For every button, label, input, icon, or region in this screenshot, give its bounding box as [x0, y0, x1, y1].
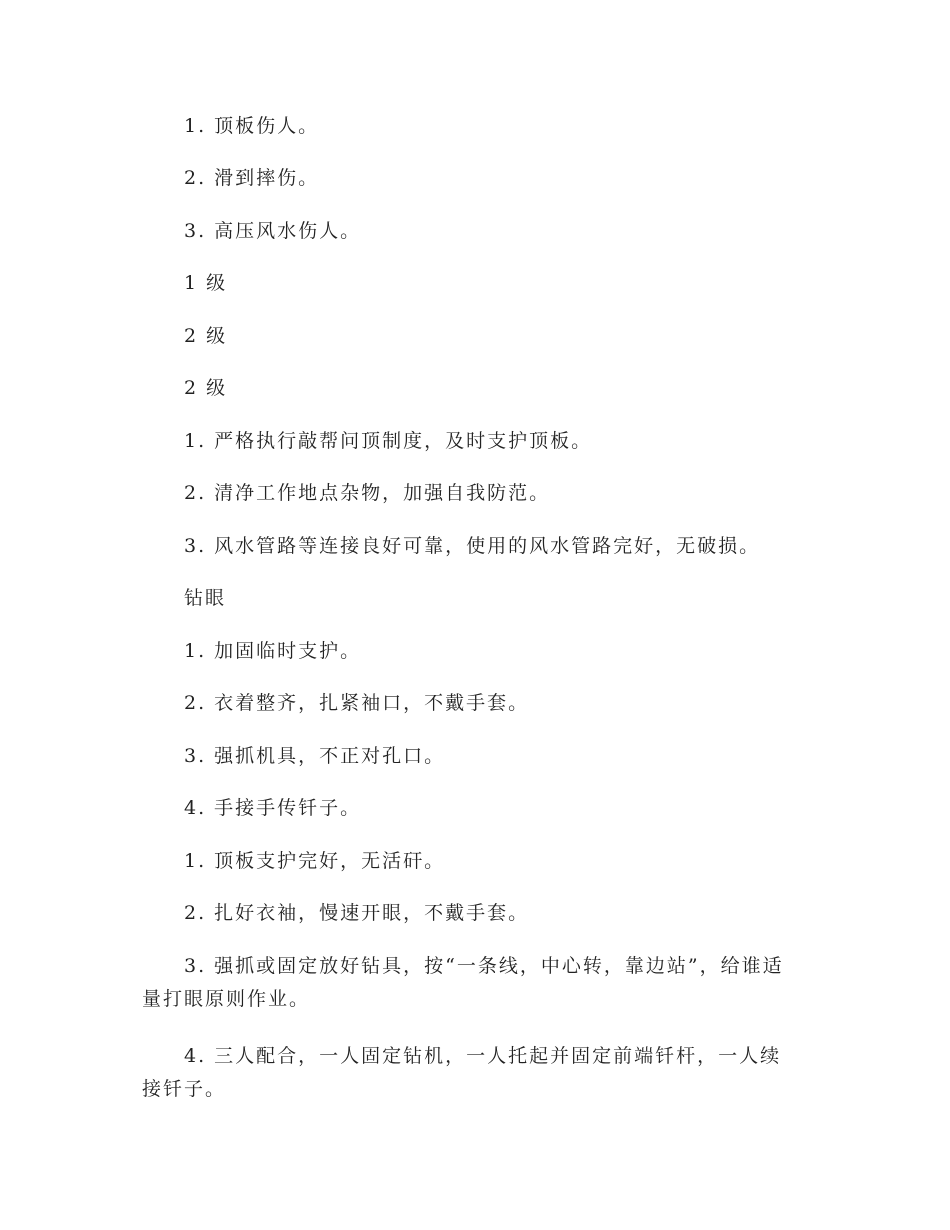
drilling-measure-2: 2. 扎好衣袖，慢速开眼，不戴手套。 — [184, 902, 530, 924]
drilling-hazard-2: 2. 衣着整齐，扎紧袖口，不戴手套。 — [184, 692, 530, 714]
drilling-measure-4: 4. 三人配合，一人固定钻机，一人托起并固定前端钎杆，一人续接钎子。 — [142, 1045, 782, 1100]
hazard-item-3: 3. 高压风水伤人。 — [184, 220, 362, 242]
drilling-hazard-3: 3. 强抓机具，不正对孔口。 — [184, 745, 446, 767]
risk-level-3: 2 级 — [184, 377, 228, 399]
measure-item-2: 2. 清净工作地点杂物，加强自我防范。 — [184, 482, 551, 504]
measure-item-1: 1. 严格执行敲帮问顶制度，及时支护顶板。 — [184, 430, 593, 452]
drilling-hazard-1: 1. 加固临时支护。 — [184, 640, 362, 662]
hazard-item-2: 2. 滑到摔伤。 — [184, 167, 320, 189]
drilling-measure-1: 1. 顶板支护完好，无活矸。 — [184, 850, 446, 872]
measure-item-3: 3. 风水管路等连接良好可靠，使用的风水管路完好，无破损。 — [184, 535, 761, 557]
risk-level-2: 2 级 — [184, 325, 228, 347]
risk-level-1: 1 级 — [184, 272, 228, 294]
drilling-hazard-4: 4. 手接手传钎子。 — [184, 797, 362, 819]
drilling-measure-3: 3. 强抓或固定放好钻具，按“一条线，中心转，靠边站”，给谁适量打眼原则作业。 — [142, 955, 784, 1010]
section-heading-drilling: 钻眼 — [184, 587, 227, 609]
hazard-item-1: 1. 顶板伤人。 — [184, 115, 320, 137]
